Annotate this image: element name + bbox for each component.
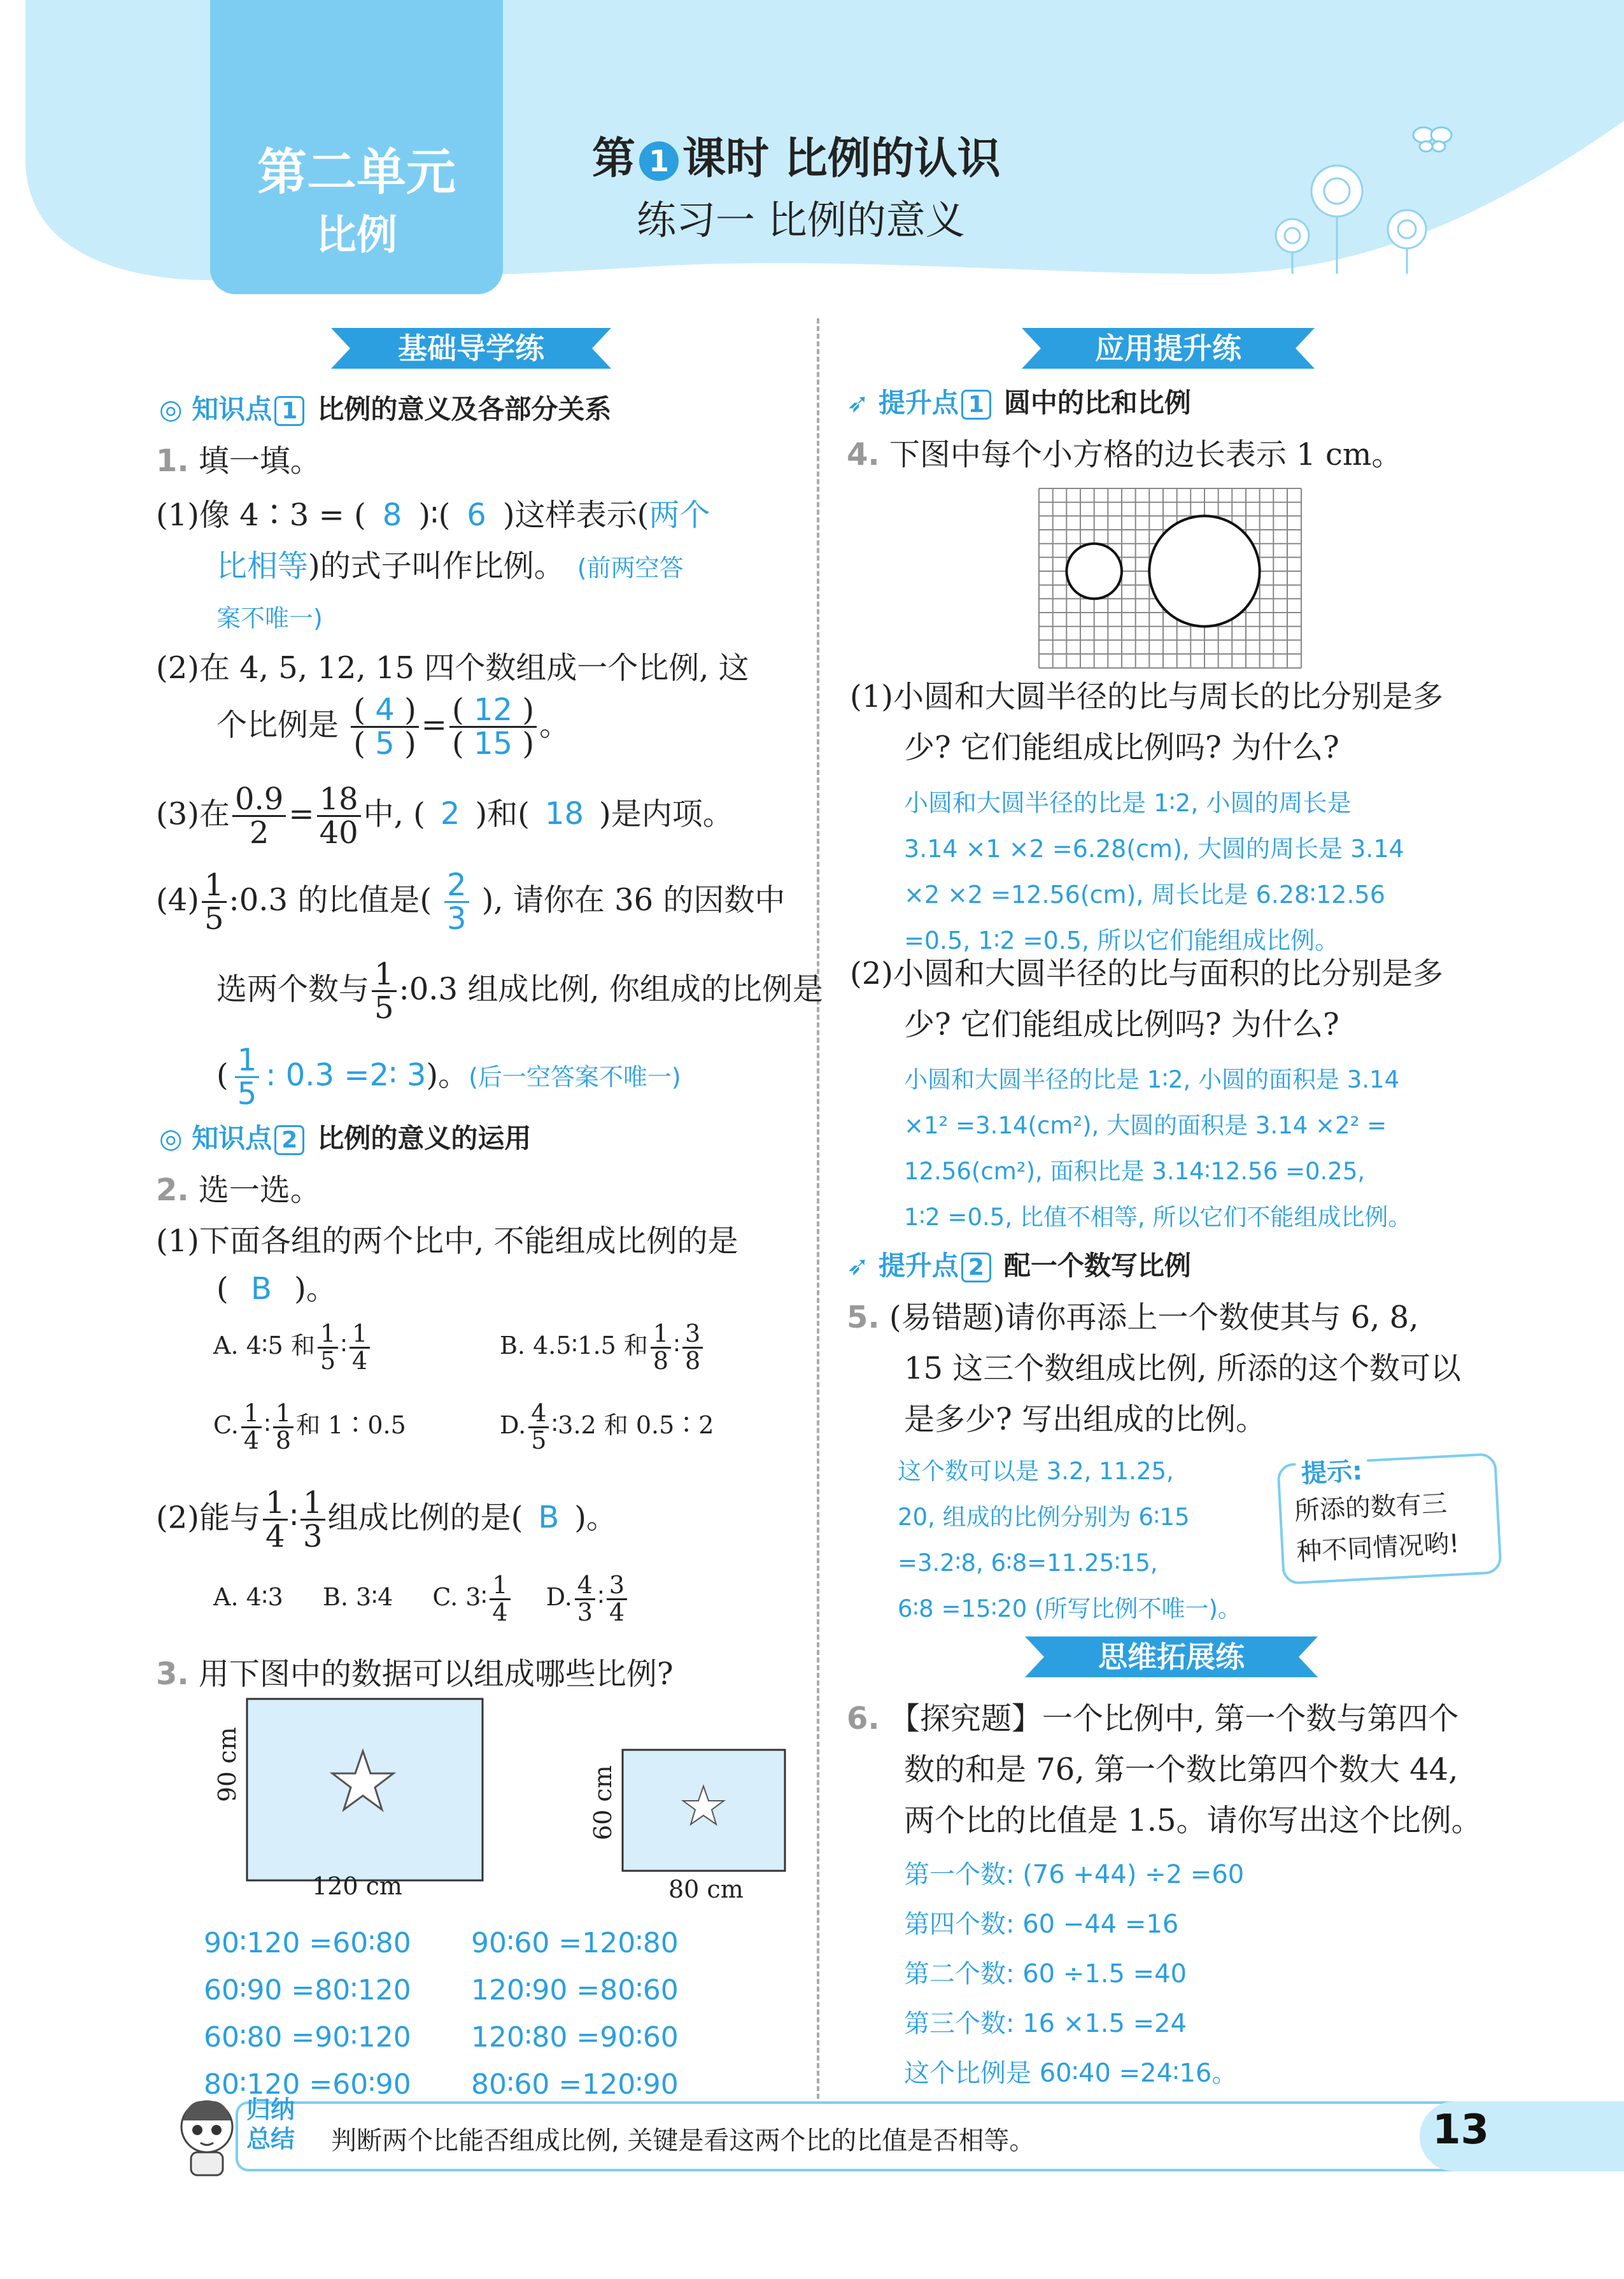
q1-part1-line1: (1)像 4∶3 = ( 8 )∶( 6 )这样表示(两个	[156, 497, 710, 533]
boy-mascot-icon	[172, 2095, 242, 2178]
q2-option-c: C. $\frac{1}{4}$ ∶ $\frac{1}{8}$ 和 1∶0.5	[213, 1399, 406, 1454]
q4-part1-line2: 少? 它们能组成比例吗? 为什么?	[904, 730, 1339, 765]
q1-part2-line1: (2)在 4, 5, 12, 15 四个数组成一个比例, 这	[156, 650, 749, 686]
unit-tab	[210, 0, 503, 294]
section-banner-basic: 基础导学练	[331, 322, 611, 375]
q1-part3: (3)在 $\frac{0.9}{2}$ = $\frac{18}{40}$ 中, ( 2 )和( 18 )是内项。	[156, 781, 733, 851]
question-4: 4. 下图中每个小方格的边长表示 1 cm。	[847, 437, 1402, 472]
q2-part2-options: A. 4∶3 B. 3∶4 C. 3∶ $\frac{1}{4}$ D. $\frac{4}{3}$ ∶ $\frac{3}{4}$	[213, 1573, 630, 1626]
lesson-title	[592, 124, 1001, 186]
q3-answers: 90∶120 =60∶80 90∶60 =120∶80 60∶90 =80∶120 120∶90 =80∶60 60∶80 =90∶120 120∶80 =90∶60 80∶120 =60∶90 80∶60 =120∶90	[204, 1927, 679, 2101]
question-3: 3. 用下图中的数据可以组成哪些比例?	[156, 1656, 674, 1692]
lesson-prefix: 第	[592, 134, 636, 184]
q4-part1-answer: 小圆和大圆半径的比是 1∶2, 小圆的周长是 3.14 ×1 ×2 =6.28(cm), 大圆的周长是 3.14 ×2 ×2 =12.56(cm), 周长比是 6.28∶12.56 =0.5, 1∶2 =0.5, 所以它们能组成比例。	[904, 789, 1404, 955]
q5-answer: 这个数可以是 3.2, 11.25, 20, 组成的比例分别为 6∶15 =3.2∶8, 6∶8=11.25∶15, 6∶8 =15∶20 (所写比例不唯一)。	[898, 1458, 1241, 1622]
question-1: 1. 填一填。	[156, 443, 321, 479]
question-6: 6. 【探究题】一个比例中, 第一个数与第四个	[847, 1701, 1459, 1736]
question-5: 5. (易错题)请你再添上一个数使其与 6, 8,	[847, 1300, 1419, 1335]
q2-option-a: A. 4∶5 和 $\frac{1}{5}$ ∶ $\frac{1}{4}$	[213, 1321, 372, 1374]
q2-option-d: D. $\frac{4}{5}$ ∶3.2 和 0.5∶2	[500, 1399, 714, 1454]
hint-text: 所添的数有三 种不同情况哟!	[1294, 1489, 1460, 1567]
q4-part2-answer: 小圆和大圆半径的比是 1∶2, 小圆的面积是 3.14 ×1² =3.14(cm²), 大圆的面积是 3.14 ×2² = 12.56(cm²), 面积比是 3.14∶12.56 =0.25, 1∶2 =0.5, 比值不相等, 所以它们不能组成比例。	[904, 1066, 1412, 1231]
unit-title: 第二单元	[257, 144, 456, 201]
lesson-name: 课时 比例的认识	[682, 134, 1001, 184]
summary-text: 判断两个比能否组成比例, 关键是看这两个比的比值是否相等。	[331, 2126, 1035, 2155]
q4-part2-line1: (2)小圆和大圆半径的比与面积的比分别是多	[850, 956, 1443, 991]
circle-grid-figure	[1038, 487, 1303, 669]
hint-bubble	[1276, 1452, 1502, 1585]
summary-badge: 归纳 总结	[246, 2096, 295, 2153]
q2-part1-answer: ( B )。	[216, 1271, 337, 1307]
unit-subtitle: 比例	[316, 212, 397, 259]
section-banner-application: 应用提升练	[1022, 322, 1315, 375]
q5-line3: 是多少? 写出组成的比例。	[904, 1402, 1266, 1437]
rocket-icon: ➶	[847, 387, 870, 418]
improvement-point-1: ➶ 提升点 1 圆中的比和比例	[847, 387, 1191, 418]
q4-part2-line2: 少? 它们能组成比例吗? 为什么?	[904, 1007, 1339, 1042]
exercise-title: 练习一 比例的意义	[637, 197, 965, 243]
rect1-height-label: 90 cm	[213, 1727, 241, 1802]
knowledge-point-1: ◎ 知识点 1 比例的意义及各部分关系	[159, 394, 612, 425]
question-2: 2. 选一选。	[156, 1172, 321, 1208]
q1-part4-line2: 选两个数与 $\frac{1}{5}$ :0.3 组成比例, 你组成的比例是	[216, 956, 823, 1026]
q5-line2: 15 这三个数组成比例, 所添的这个数可以	[904, 1351, 1461, 1386]
q2-part1-stem: (1)下面各组的两个比中, 不能组成比例的是	[156, 1223, 738, 1259]
target-icon: ◎	[159, 1123, 183, 1154]
target-icon: ◎	[159, 394, 183, 425]
rect2-width-label: 80 cm	[668, 1875, 744, 1903]
q4-part1-line1: (1)小圆和大圆半径的比与周长的比分别是多	[850, 679, 1443, 714]
improvement-point-2: ➶ 提升点 2 配一个数写比例	[847, 1250, 1191, 1281]
page-number: 13	[1432, 2106, 1490, 2154]
rect1-width-label: 120 cm	[312, 1872, 402, 1900]
q1-part1-note: 案不唯一)	[216, 604, 323, 632]
q2-part2: (2)能与 $\frac{1}{4}$ ∶ $\frac{1}{3}$ 组成比例的是( B )。	[156, 1485, 617, 1555]
lesson-number-badge: 1	[639, 141, 679, 181]
small-rectangle-figure	[618, 1745, 789, 1878]
q6-line2: 数的和是 76, 第一个数比第四个数大 44,	[904, 1752, 1458, 1787]
section-banner-thinking: 思维拓展练	[1025, 1630, 1318, 1684]
large-rectangle-figure	[242, 1694, 490, 1898]
q6-line3: 两个比的比值是 1.5。请你写出这个比例。	[904, 1803, 1482, 1838]
q1-part2-line2: 个比例是 $\frac{( 4 )}{( 5 )}$ = $\frac{( 12 )}{( 15 )}$ 。	[216, 692, 570, 762]
q2-option-b: B. 4.5∶1.5 和 $\frac{1}{8}$ ∶ $\frac{3}{8}$	[500, 1321, 705, 1374]
hint-title: 提示:	[1295, 1451, 1368, 1491]
q1-part4-line3: ( $\frac{1}{5}$ : 0.3 =2∶ 3)。(后一空答案不唯一)	[216, 1042, 681, 1112]
rect2-height-label: 60 cm	[589, 1765, 617, 1840]
knowledge-point-2: ◎ 知识点 2 比例的意义的运用	[159, 1123, 532, 1154]
q6-answer: 第一个数: (76 +44) ÷2 =60 第四个数: 60 −44 =16 第二个数: 60 ÷1.5 =40 第三个数: 16 ×1.5 =24 这个比例是 60∶40 =24∶16。	[904, 1860, 1245, 2088]
rocket-icon: ➶	[847, 1250, 870, 1281]
q1-part4-line1: (4) $\frac{1}{5}$ :0.3 的比值是( $\frac{2}{3}$ ), 请你在 36 的因数中	[156, 867, 786, 937]
q1-part1-line2: 比相等)的式子叫作比例。 (前两空答	[216, 548, 684, 584]
column-divider	[817, 318, 819, 2114]
